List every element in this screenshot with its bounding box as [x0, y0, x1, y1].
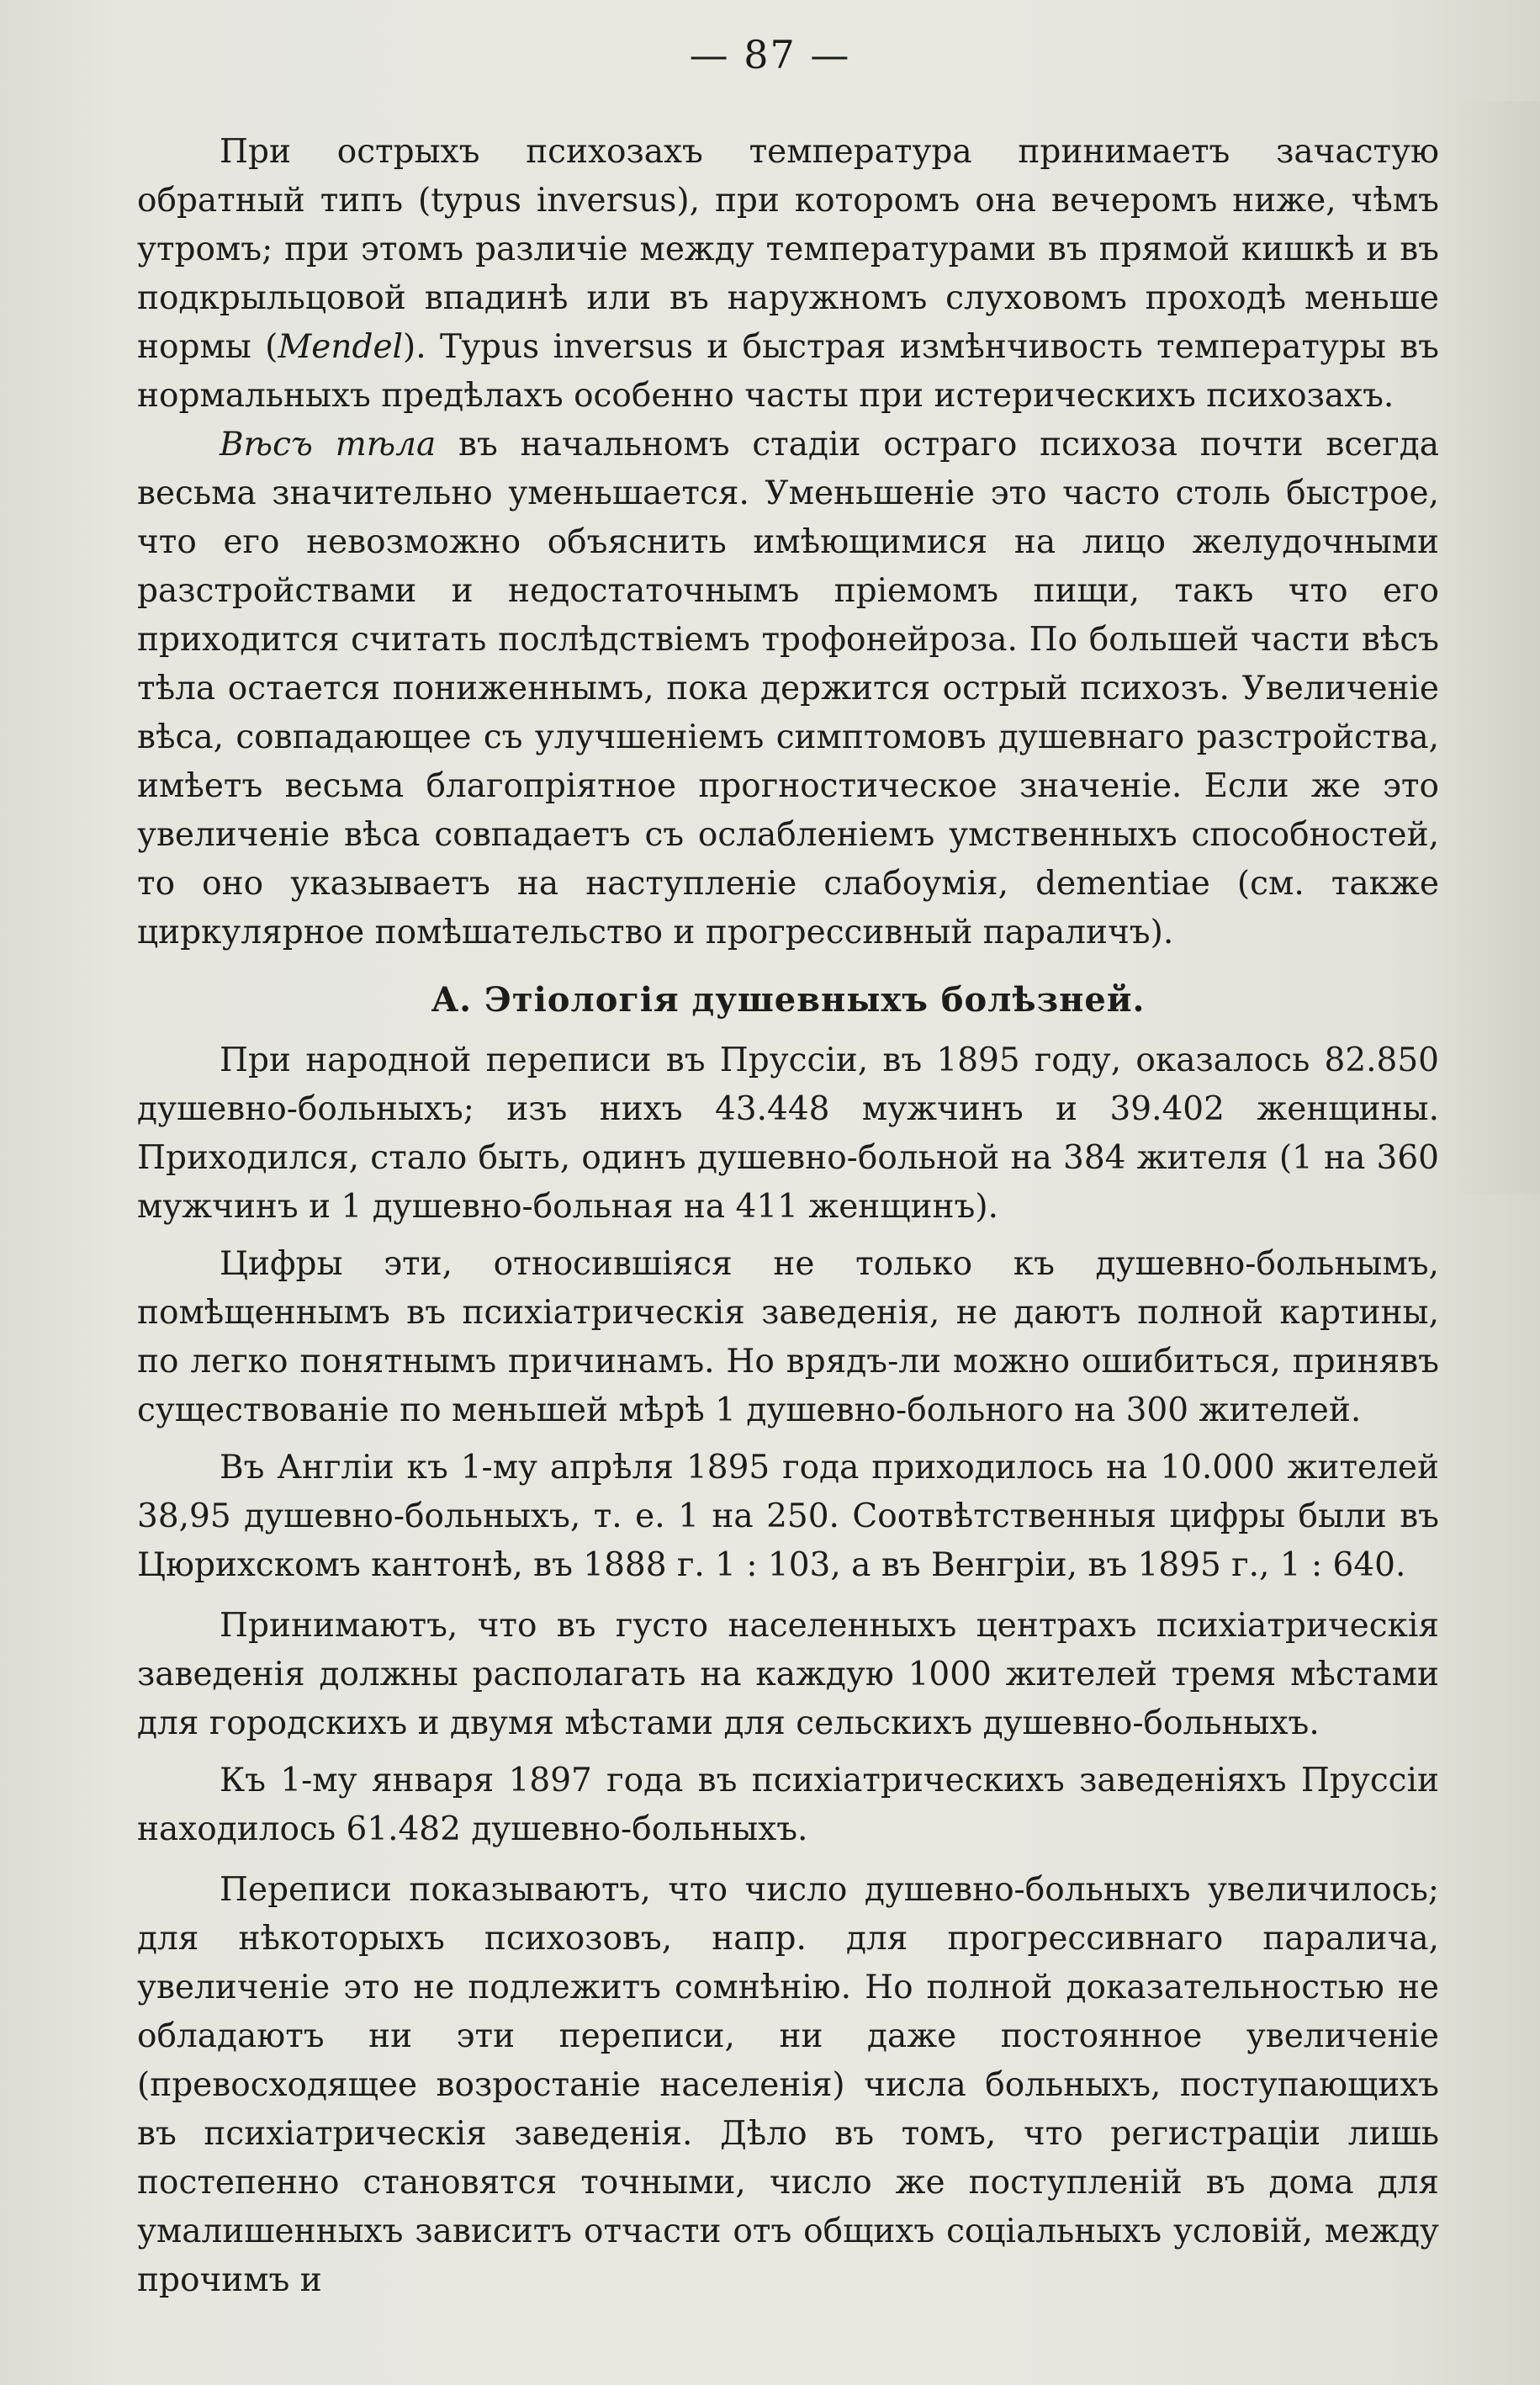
paragraph-figures: Цифры эти, относившіяся не только къ душевно-больнымъ, помѣщеннымъ въ психіатрическія заведенія, не даютъ полной картины, по легко понятнымъ причинамъ. Но врядъ-ли можно ошибиться, принявъ существованіе по меньшей мѣрѣ 1 душевно-больного на 300 жителей.	[137, 1245, 1439, 1429]
paragraph-text: въ начальномъ стадіи остраго психоза почти всегда весьма значительно уменьшается. Уменьшеніе это часто столь быстрое, что его невозможно объяснить имѣющимися на лицо желудочными разстройствами и недостаточнымъ пріемомъ пищи, такъ что его приходится считать послѣдствіемъ трофонейроза. По большей части вѣсъ тѣла остается пониженнымъ, пока держится острый психозъ. Увеличеніе вѣса, совпадающее съ улучшеніемъ симптомовъ душевнаго разстройства, имѣетъ весьма благопріятное прогностическое значеніе. Если же это увеличеніе вѣса совпадаетъ съ ослабленіемъ умственныхъ способностей, то оно указываетъ на наступленіе слабоумія, dementiae (см. также циркулярное помѣшательство и прогрессивный параличъ).	[137, 426, 1439, 951]
paragraph-prussia-1897: Къ 1-му января 1897 года въ психіатрическихъ заведеніяхъ Пруссіи находилось 61.482 душевно-больныхъ.	[137, 1762, 1439, 1848]
paragraph-body-weight	[137, 421, 1439, 957]
bleed-through-shadow	[1447, 101, 1540, 1195]
paragraph-temperature	[137, 128, 1439, 421]
italic-term: Вѣсъ тѣла	[220, 426, 437, 464]
paragraph-england: Въ Англіи къ 1-му апрѣля 1895 года приходилось на 10.000 жителей 38,95 душевно-больныхъ, т. е. 1 на 250. Соотвѣтственныя цифры были въ Цюрихскомъ кантонѣ, въ 1888 г. 1 : 103, а въ Венгріи, въ 1895 г., 1 : 640.	[137, 1449, 1439, 1584]
paragraph-census-increase: Переписи показываютъ, что число душевно-больныхъ увеличилось; для нѣкоторыхъ психозовъ, напр. для прогрессивнаго паралича, увеличеніе это не подлежитъ сомнѣнію. Но полной доказательностью не обладаютъ ни эти переписи, ни даже постоянное увеличеніе (превосходящее возростаніе населенія) числа больныхъ, поступающихъ въ психіатрическія заведенія. Дѣло въ томъ, что регистраціи лишь постепенно становятся точными, число же поступленій въ дома для умалишенныхъ зависитъ отчасти отъ общихъ соціальныхъ условій, между прочимъ и	[137, 1871, 1439, 2299]
body-text	[137, 128, 1439, 2305]
italic-name: Mendel	[278, 328, 404, 366]
section-heading: А. Этіологія душевныхъ болѣзней.	[431, 980, 1146, 1020]
paragraph-text: При острыхъ психозахъ температура принимаетъ зачастую обратный типъ (typus inversus), при которомъ она вечеромъ ниже, чѣмъ утромъ; при этомъ различіе между температурами въ прямой кишкѣ и въ подкрыльцовой впадинѣ или въ наружномъ слуховомъ проходѣ меньше нормы (	[137, 133, 1439, 366]
paragraph-asylum-places: Принимаютъ, что въ густо населенныхъ центрахъ психіатрическія заведенія должны располагать на каждую 1000 жителей тремя мѣстами для городскихъ и двумя мѣстами для сельскихъ душевно-больныхъ.	[137, 1607, 1439, 1742]
paragraph-census-prussia: При народной переписи въ Пруссіи, въ 1895 году, оказалось 82.850 душевно-больныхъ; изъ нихъ 43.448 мужчинъ и 39.402 женщины. Приходился, стало быть, одинъ душевно-больной на 384 жителя (1 на 360 мужчинъ и 1 душевно-больная на 411 женщинъ).	[137, 1041, 1439, 1226]
page-number: — 87 —	[689, 32, 851, 77]
paragraph-text: ). Typus inversus и быстрая измѣнчивость температуры въ нормальныхъ предѣлахъ особенно часты при истерическихъ психозахъ.	[137, 328, 1439, 415]
